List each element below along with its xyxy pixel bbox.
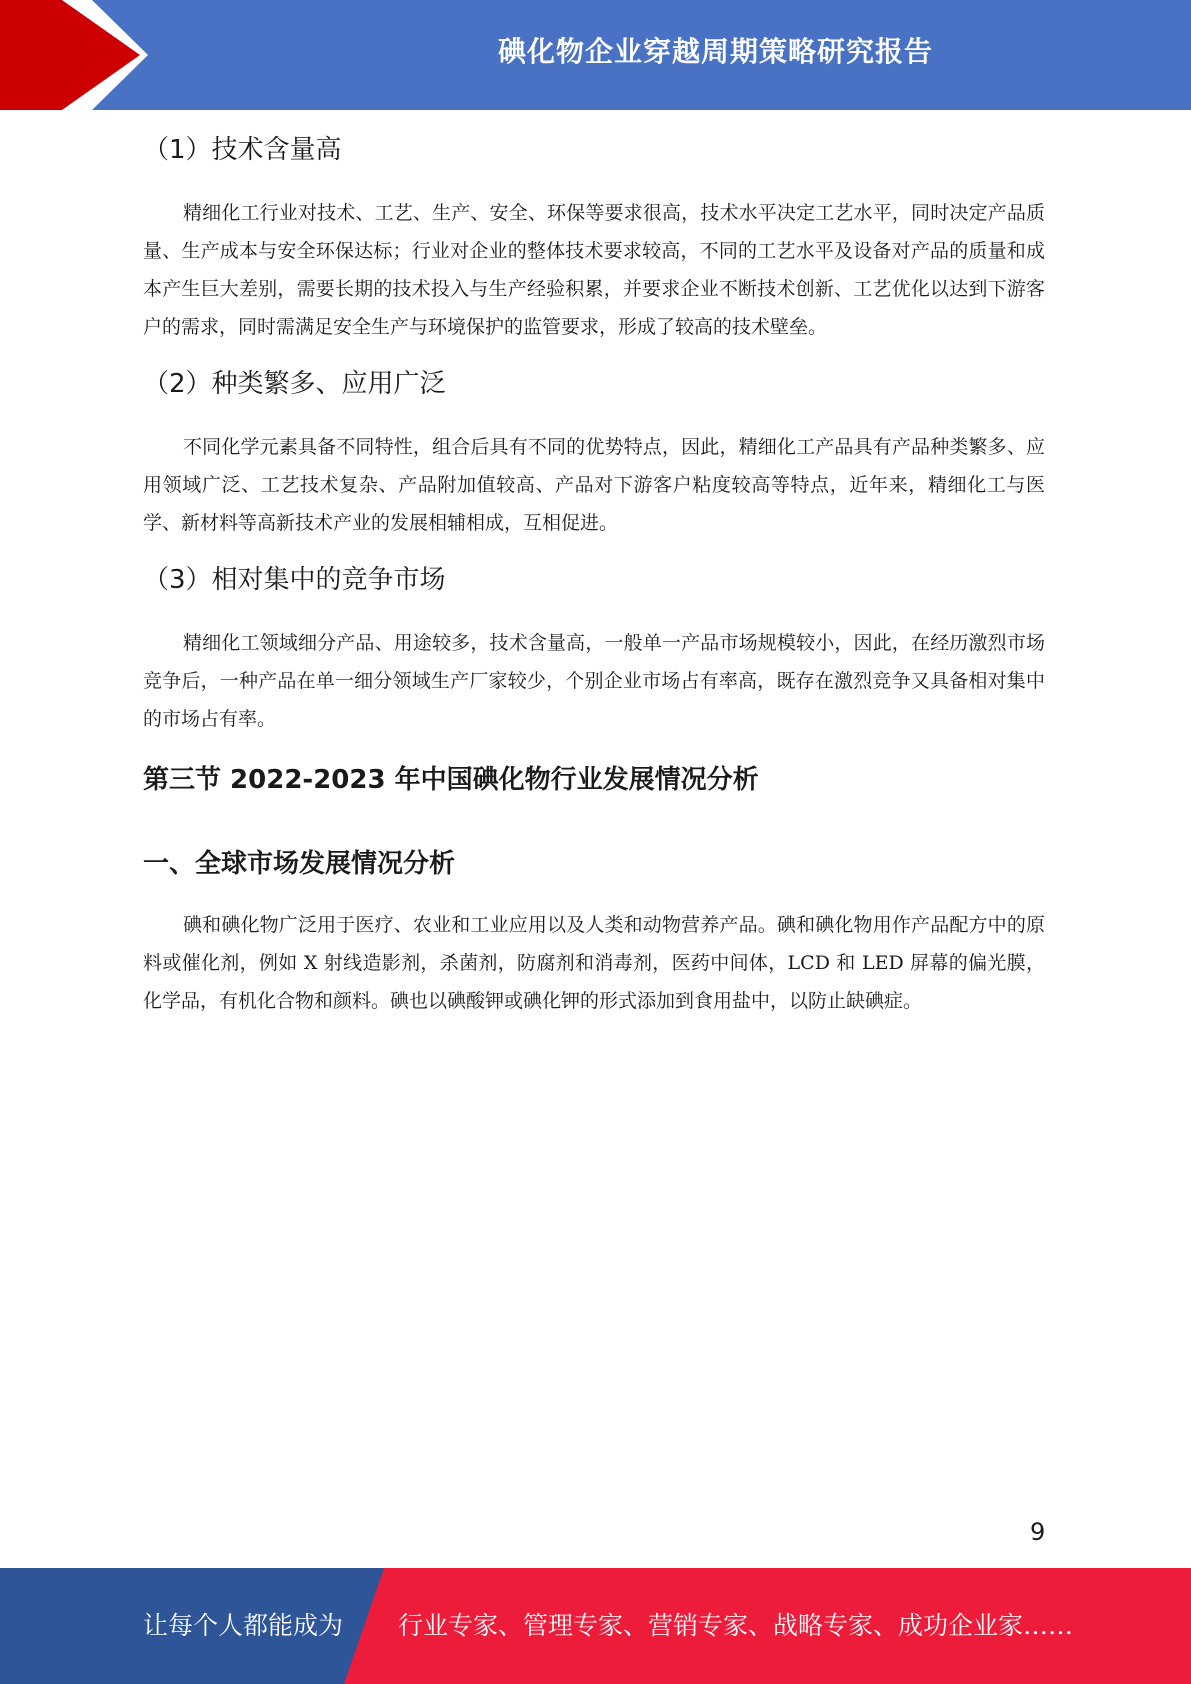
section-title: 第三节 2022-2023 年中国碘化物行业发展情况分析 xyxy=(143,765,759,795)
subsection-paragraph-2: 不同化学元素具备不同特性，组合后具有不同的优势特点，因此，精细化工产品具有产品种类繁多、应用领域广泛、工艺技术复杂、产品附加值较高、产品对下游客户粘度较高等特点，近年来，精细化工与医学、新材料等高新技术产业的发展相辅相成，互相促进。 xyxy=(143,436,1045,534)
header-red-arrow xyxy=(0,0,140,110)
footer-slogan-right: 行业专家、管理专家、营销专家、战略专家、成功企业家…… xyxy=(398,1611,1074,1640)
footer-slogan-left: 让每个人都能成为 xyxy=(143,1611,344,1640)
subsection-paragraph-1: 精细化工行业对技术、工艺、生产、安全、环保等要求很高，技术水平决定工艺水平，同时决定产品质量、生产成本与安全环保达标；行业对企业的整体技术要求较高，不同的工艺水平及设备对产品的质量和成本产生巨大差别，需要长期的技术投入与生产经验积累，并要求企业不断技术创新、工艺优化以达到下游客户的需求，同时需满足安全生产与环境保护的监管要求，形成了较高的技术壁垒。 xyxy=(143,202,1045,338)
subsection-heading-1: （1）技术含量高 xyxy=(143,135,342,165)
part-paragraph: 碘和碘化物广泛用于医疗、农业和工业应用以及人类和动物营养产品。碘和碘化物用作产品配方中的原料或催化剂，例如 X 射线造影剂，杀菌剂，防腐剂和消毒剂，医药中间体，LCD 和 LED 屏幕的偏光膜，化学品，有机化合物和颜料。碘也以碘酸钾或碘化钾的形式添加到食用盐中，以防止缺碘症。 xyxy=(143,914,1045,1012)
report-title: 碘化物企业穿越周期策略研究报告 xyxy=(497,35,933,68)
part-title: 一、全球市场发展情况分析 xyxy=(143,849,456,879)
subsection-heading-2: （2）种类繁多、应用广泛 xyxy=(143,369,446,399)
page-header xyxy=(0,0,1191,110)
subsection-heading-3: （3）相对集中的竞争市场 xyxy=(143,565,446,595)
subsection-paragraph-3: 精细化工领域细分产品、用途较多，技术含量高，一般单一产品市场规模较小，因此，在经历激烈市场竞争后，一种产品在单一细分领域生产厂家较少，个别企业市场占有率高，既存在激烈竞争又具备相对集中的市场占有率。 xyxy=(143,632,1045,730)
page-number: 9 xyxy=(1030,1518,1046,1546)
page-content xyxy=(143,120,1045,1020)
page-footer xyxy=(0,1568,1191,1684)
